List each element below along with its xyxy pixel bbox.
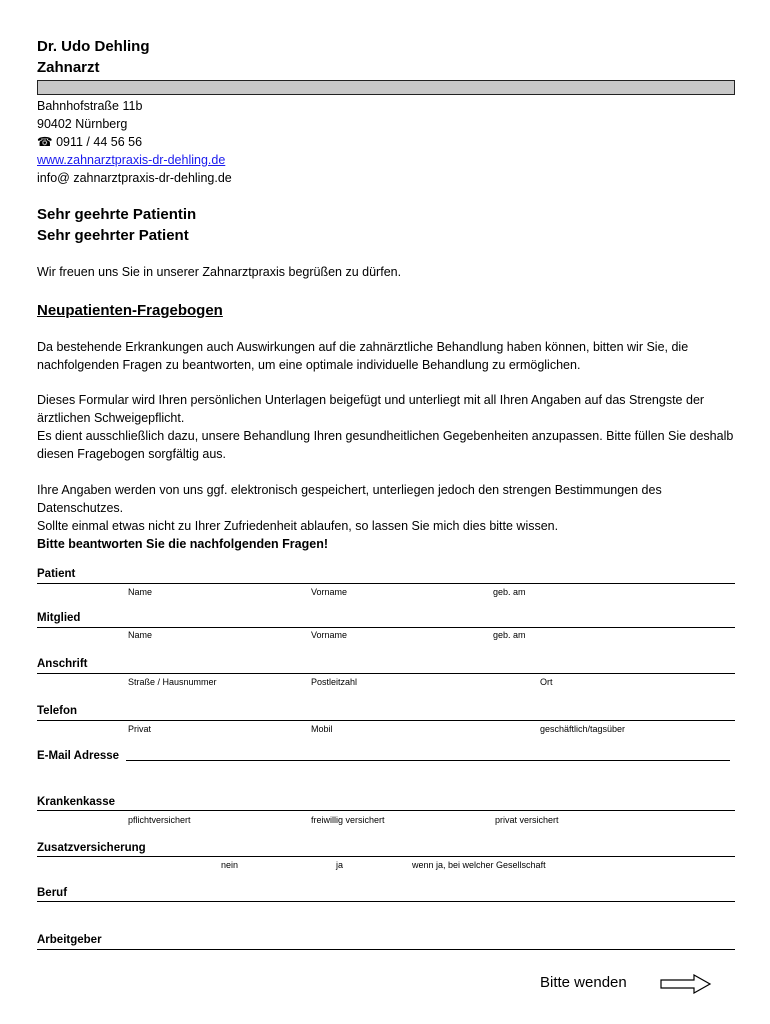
paragraph-3c: Bitte beantworten Sie die nachfolgenden Fragen!: [37, 537, 329, 551]
arrow-right-icon: [660, 974, 712, 994]
telefon-sub-geschaeftlich: geschäftlich/tagsüber: [540, 724, 626, 734]
section-title: Neupatienten-Fragebogen: [37, 302, 223, 319]
greeting-line2: Sehr geehrter Patient: [37, 227, 189, 244]
email-line[interactable]: [126, 760, 730, 761]
beruf-label: Beruf: [37, 887, 68, 899]
zusatz-sub-gesellschaft: wenn ja, bei welcher Gesellschaft: [412, 860, 546, 870]
patient-line[interactable]: [37, 583, 735, 584]
zusatz-sub-ja: ja: [336, 860, 344, 870]
anschrift-sub-ort: Ort: [540, 677, 553, 687]
mitglied-label: Mitglied: [37, 612, 81, 624]
mitglied-sub-geb: geb. am: [493, 630, 526, 640]
anschrift-label: Anschrift: [37, 658, 88, 670]
telefon-label: Telefon: [37, 705, 78, 717]
krankenkasse-sub-pflicht: pflichtversichert: [128, 815, 191, 825]
phone-number: 0911 / 44 56 56: [56, 135, 143, 149]
email-address: info@ zahnarztpraxis-dr-dehling.de: [37, 171, 232, 185]
beruf-line[interactable]: [37, 901, 735, 902]
anschrift-sub-plz: Postleitzahl: [311, 677, 358, 687]
krankenkasse-sub-privat: privat versichert: [495, 815, 559, 825]
paragraph-3b: Sollte einmal etwas nicht zu Ihrer Zufriedenheit ablaufen, so lassen Sie mich dies bitte wissen.: [37, 519, 559, 533]
patient-sub-geb: geb. am: [493, 587, 526, 597]
paragraph-2a: Dieses Formular wird Ihren persönlichen Unterlagen beigefügt und unterliegt mit all Ihren Angaben auf das Strengste der ärztlichen Schweigepflicht.: [37, 393, 705, 425]
paragraph-1: Da bestehende Erkrankungen auch Auswirkungen auf die zahnärztliche Behandlung haben können, bitten wir Sie, die nachfolgenden Fragen zu beantworten, um eine optimale individuelle Behandlung zu ermöglichen.: [37, 340, 689, 372]
email-label: E-Mail Adresse: [37, 750, 120, 762]
paragraph-3a: Ihre Angaben werden von uns ggf. elektronisch gespeichert, unterliegen jedoch den strengen Bestimmungen des Datenschutzes.: [37, 483, 662, 515]
telefon-sub-mobil: Mobil: [311, 724, 333, 734]
anschrift-line[interactable]: [37, 673, 735, 674]
mitglied-sub-vorname: Vorname: [311, 630, 348, 640]
patient-sub-name: Name: [128, 587, 153, 597]
patient-sub-vorname: Vorname: [311, 587, 348, 597]
doctor-title: Zahnarzt: [37, 59, 100, 76]
website-link[interactable]: www.zahnarztpraxis-dr-dehling.de: [37, 153, 226, 167]
zusatz-line[interactable]: [37, 856, 735, 857]
header-bar: [37, 80, 735, 95]
turn-page-label: Bitte wenden: [540, 974, 627, 991]
telefon-line[interactable]: [37, 720, 735, 721]
krankenkasse-sub-freiwillig: freiwillig versichert: [311, 815, 385, 825]
doctor-name: Dr. Udo Dehling: [37, 38, 150, 55]
mitglied-line[interactable]: [37, 627, 735, 628]
arbeitgeber-line[interactable]: [37, 949, 735, 950]
arbeitgeber-label: Arbeitgeber: [37, 934, 102, 946]
website-line: [37, 151, 225, 169]
krankenkasse-line[interactable]: [37, 810, 735, 811]
welcome-text: Wir freuen uns Sie in unserer Zahnarztpraxis begrüßen zu dürfen.: [37, 265, 402, 279]
address-street: Bahnhofstraße 11b: [37, 99, 143, 113]
greeting-line1: Sehr geehrte Patientin: [37, 206, 197, 223]
zusatz-sub-nein: nein: [221, 860, 239, 870]
phone-line: [37, 133, 142, 151]
phone-icon: ☎: [37, 135, 53, 149]
krankenkasse-label: Krankenkasse: [37, 796, 115, 808]
mitglied-sub-name: Name: [128, 630, 153, 640]
anschrift-sub-strasse: Straße / Hausnummer: [128, 677, 217, 687]
patient-label: Patient: [37, 568, 76, 580]
address-city: 90402 Nürnberg: [37, 117, 128, 131]
zusatz-label: Zusatzversicherung: [37, 842, 146, 854]
paragraph-2b: Es dient ausschließlich dazu, unsere Behandlung Ihren gesundheitlichen Gegebenheiten anzupassen. Bitte füllen Sie deshalb diesen Fragebogen sorgfältig aus.: [37, 429, 734, 461]
telefon-sub-privat: Privat: [128, 724, 152, 734]
